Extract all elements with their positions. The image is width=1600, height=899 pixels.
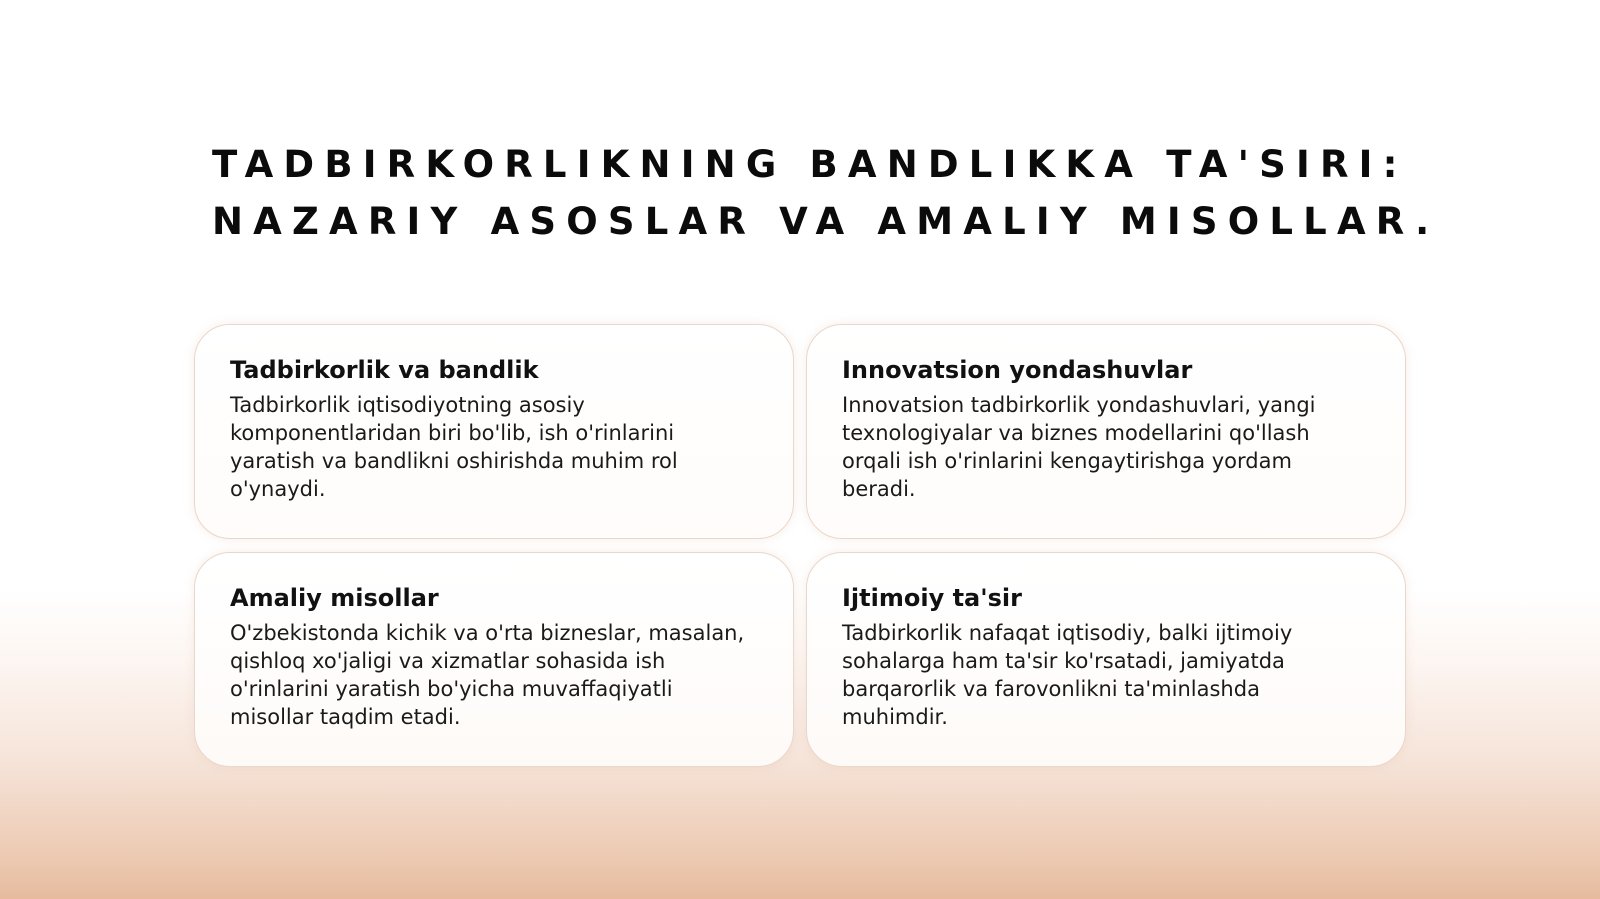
card-text-line: orqali ish o'rinlarini kengaytirishga yordam: [842, 449, 1292, 473]
info-card-ijtimoiy-tasir: [806, 552, 1406, 767]
card-text-line: muhimdir.: [842, 705, 948, 729]
card-title: Ijtimoiy ta'sir: [842, 584, 1022, 612]
card-text: [230, 619, 763, 731]
card-text: [230, 391, 763, 503]
card-title: Tadbirkorlik va bandlik: [230, 356, 539, 384]
card-text: [842, 391, 1375, 503]
info-card-innovatsion-yondashuvlar: [806, 324, 1406, 539]
slide-title-line-1: TADBIRKORLIKNING BANDLIKKA TA'SIRI:: [212, 143, 1408, 186]
card-text-line: misollar taqdim etadi.: [230, 705, 461, 729]
card-text-line: Tadbirkorlik iqtisodiyotning asosiy: [230, 393, 585, 417]
card-title: Innovatsion yondashuvlar: [842, 356, 1193, 384]
card-text: [842, 619, 1375, 731]
card-text-line: komponentlaridan biri bo'lib, ish o'rinlarini: [230, 421, 675, 445]
card-text-line: yaratish va bandlikni oshirishda muhim rol: [230, 449, 678, 473]
card-text-line: beradi.: [842, 477, 916, 501]
card-text-line: Innovatsion tadbirkorlik yondashuvlari, yangi: [842, 393, 1316, 417]
slide-title: [212, 136, 1462, 250]
card-text-line: texnologiyalar va biznes modellarini qo'llash: [842, 421, 1310, 445]
card-text-line: sohalarga ham ta'sir ko'rsatadi, jamiyatda: [842, 649, 1285, 673]
info-card-tadbirkorlik-va-bandlik: [194, 324, 794, 539]
card-text-line: o'ynaydi.: [230, 477, 326, 501]
info-card-amaliy-misollar: [194, 552, 794, 767]
card-text-line: O'zbekistonda kichik va o'rta bizneslar, masalan,: [230, 621, 745, 645]
slide-title-line-2: NAZARIY ASOSLAR VA AMALIY MISOLLAR.: [212, 200, 1440, 243]
card-text-line: qishloq xo'jaligi va xizmatlar sohasida ish: [230, 649, 666, 673]
card-text-line: o'rinlarini yaratish bo'yicha muvaffaqiyatli: [230, 677, 673, 701]
card-text-line: barqarorlik va farovonlikni ta'minlashda: [842, 677, 1260, 701]
card-title: Amaliy misollar: [230, 584, 439, 612]
card-text-line: Tadbirkorlik nafaqat iqtisodiy, balki ijtimoiy: [842, 621, 1293, 645]
